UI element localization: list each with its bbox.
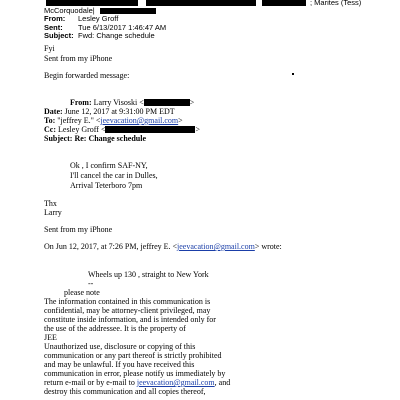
disclaimer-line: the use of the addressee. It is the property of <box>44 324 186 333</box>
fwd-to-name: "jeffrey E." < <box>57 116 101 125</box>
body-begin-forwarded: Begin forwarded message: <box>44 71 130 80</box>
reply-signature: Larry <box>44 208 62 217</box>
redaction-bar <box>144 99 190 106</box>
quote-intro-prefix: On Jun 12, 2017, at 7:26 PM, jeffrey E. < <box>44 242 178 251</box>
disclaimer-line: and may be unlawful. If you have received this <box>44 360 195 369</box>
disclaimer-return-prefix: return e-mail or by e-mail to <box>44 378 137 387</box>
scan-speck <box>292 73 294 75</box>
header-subject-label: Subject: <box>44 31 74 40</box>
header-from-row <box>44 14 118 23</box>
header-subject-value: Fwd: Change schedule <box>78 31 155 40</box>
disclaimer-line: JEE <box>44 333 57 342</box>
fwd-subject-label: Subject: <box>44 134 73 143</box>
quote-intro-suffix: > wrote: <box>254 242 282 251</box>
reply-line-3: Arrival Teterboro 7pm <box>70 181 143 190</box>
fwd-date-label: Date: <box>44 107 63 116</box>
header-sent-label: Sent: <box>44 23 63 32</box>
disclaimer-line: communication or any part thereof is strictly prohibited <box>44 351 222 360</box>
header-from-label: From: <box>44 14 66 23</box>
disclaimer-line: confidential, may be attorney-client privileged, may <box>44 306 211 315</box>
fwd-from-label: From: <box>70 98 92 107</box>
reply-sent-from: Sent from my iPhone <box>44 225 113 234</box>
fwd-subject-row <box>44 134 146 144</box>
header-sent-value: Tue 6/13/2017 1:46:47 AM <box>78 23 167 32</box>
reply-thx: Thx <box>44 199 57 208</box>
disclaimer-line: constitute inside information, and is intended only for <box>44 315 216 324</box>
quote-intro <box>44 242 282 252</box>
quote-please-note: please note <box>64 288 100 297</box>
fwd-cc-label: Cc: <box>44 125 56 134</box>
fwd-to-close: > <box>178 116 183 125</box>
disclaimer-return-suffix: , and <box>214 378 231 387</box>
to-recipient-separator: | <box>92 6 95 15</box>
fwd-subject-value: Re: Change schedule <box>74 134 147 143</box>
header-from-value: Lesley Groff <box>78 14 119 23</box>
reply-line-2: I'll cancel the car in Dulles, <box>70 171 158 180</box>
redaction-bar <box>262 0 306 6</box>
disclaimer-line: Unauthorized use, disclosure or copying of this <box>44 342 196 351</box>
reply-line-1: Ok , I confirm SAF-NY, <box>70 161 148 170</box>
fwd-cc-name: Lesley Groff < <box>58 125 106 134</box>
to-recipients-suffix: ; Marites (Tess) <box>310 0 362 7</box>
to-recipient-name: McCorquodale <box>44 6 93 15</box>
body-sent-from: Sent from my iPhone <box>44 54 113 63</box>
disclaimer-email-link[interactable]: jeevacation@gmail.com <box>136 378 215 387</box>
fwd-from-close: > <box>189 98 195 107</box>
header-subject-row <box>44 31 155 40</box>
quote-dashes: -- <box>88 279 94 288</box>
fwd-to-email-link[interactable]: jeevacation@gmail.com <box>100 116 179 125</box>
redaction-bar <box>105 126 195 133</box>
fwd-cc-close: > <box>195 125 200 134</box>
fwd-date-value: June 12, 2017 at 9:31:00 PM EDT <box>64 107 175 116</box>
scan-speck <box>176 130 178 132</box>
disclaimer-line: communication in error, please notify us immediately by <box>44 369 226 378</box>
fwd-from-name: Larry Visoski < <box>93 98 144 107</box>
redaction-bar <box>146 0 256 6</box>
disclaimer-destroy-line: destroy this communication and all copies thereof, <box>44 387 206 396</box>
body-fyi: Fyi <box>44 44 55 53</box>
fwd-to-label: To: <box>44 116 56 125</box>
quote-intro-email-link[interactable]: jeevacation@gmail.com <box>177 242 255 251</box>
quote-wheels-up: Wheels up 130 , straight to New York <box>88 270 209 279</box>
disclaimer-line: The information contained in this communication is <box>44 297 211 306</box>
